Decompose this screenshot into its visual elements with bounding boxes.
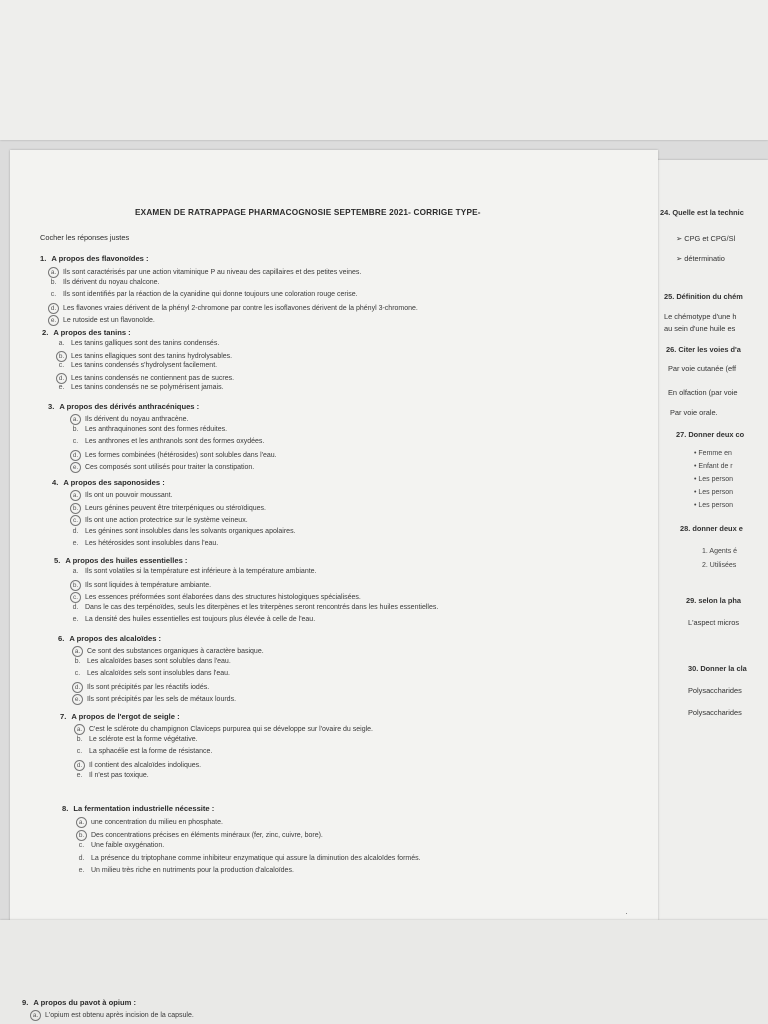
answer-option[interactable] [70,438,264,445]
answer-option[interactable] [56,340,219,347]
answer-option[interactable] [72,694,236,705]
option-text: Les génines sont insolubles dans les solvants organiques apolaires. [85,528,296,535]
answer-option[interactable] [74,748,212,755]
option-letter: a. [74,724,85,735]
option-text: La sphacélie est la forme de résistance. [89,748,213,755]
question-label: A propos du pavot à opium : [33,998,136,1007]
answer-option[interactable] [70,414,189,425]
question-label: A propos des alcaloïdes : [69,634,162,643]
pen-mark: · [625,908,628,918]
option-letter: a. [72,568,79,575]
option-letter: e. [70,462,81,473]
right-question-title: 24. Quelle est la technic [660,208,744,217]
question-label: A propos des flavonoïdes : [51,254,149,263]
option-text: Des concentrations précises en éléments minéraux (fer, zinc, cuivre, bore). [91,832,323,839]
option-text: Ils sont caractérisés par une action vitaminique P au niveau des capillaires et des petites veines. [63,269,362,276]
right-answer-line: Polysaccharides [688,686,742,695]
answer-option[interactable] [76,855,421,862]
option-text: La densité des huiles essentielles est toujours plus élevée à celle de l'eau. [85,616,316,623]
question-title [48,402,199,411]
answer-option[interactable] [76,830,323,841]
option-text: Il n'est pas toxique. [89,772,149,779]
option-text: Les tanins galliques sont des tanins condensés. [71,340,220,347]
option-letter: e. [76,772,83,779]
option-letter: c. [50,291,57,298]
right-question-title: 28. donner deux e [680,524,743,533]
option-text: Le sclérote est la forme végétative. [89,736,198,743]
option-letter: d. [72,528,79,535]
answer-option[interactable] [70,490,173,501]
option-text: Le rutoside est un flavonoïde. [63,317,155,324]
right-question-title: 26. Citer les voies d'a [666,345,741,354]
option-letter: b. [70,580,81,591]
answer-option[interactable] [56,384,224,391]
question-label: A propos des dérivés anthracéniques : [59,402,200,411]
option-text: Ils sont volatiles si la température est inférieure à la température ambiante. [85,568,317,575]
answer-option[interactable] [56,373,234,384]
answer-option[interactable] [76,867,294,874]
answer-option[interactable] [48,315,155,326]
option-letter: e. [78,867,85,874]
option-letter: e. [72,616,79,623]
answer-option[interactable] [70,592,361,603]
answer-option[interactable] [56,351,232,362]
question-title [54,556,187,565]
option-text: Les hétérosides sont insolubles dans l'eau. [85,540,219,547]
answer-option[interactable] [70,462,254,473]
question-number: 7. [60,712,67,721]
option-letter: c. [78,842,85,849]
option-text: Ces composés sont utilisés pour traiter la constipation. [85,464,255,471]
option-letter: c. [74,670,81,677]
question-number: 1. [40,254,47,263]
question-number: 5. [54,556,61,565]
question-title [62,804,214,813]
option-letter: b. [76,830,87,841]
question-label: A propos de l'ergot de seigle : [71,712,180,721]
answer-option[interactable] [70,580,211,591]
bottom-page [0,920,768,1024]
right-question-title: 27. Donner deux co [676,430,745,439]
right-answer-line: Par voie orale. [670,408,718,417]
option-letter: b. [72,426,79,433]
question-label: A propos des saponosides : [63,478,165,487]
answer-option[interactable] [72,670,230,677]
option-text: Les tanins condensés ne se polymérisent jamais. [71,384,224,391]
option-letter: b. [70,503,81,514]
answer-option[interactable] [76,842,164,849]
option-letter: e. [58,384,65,391]
answer-option[interactable] [70,528,296,535]
right-answer-line: • Les person [694,476,734,483]
right-answer-line: Par voie cutanée (eff [668,364,737,373]
answer-option[interactable] [72,646,264,657]
option-letter: a. [72,646,83,657]
option-letter: a. [30,1010,41,1021]
option-text: C'est le sclérote du champignon Claviceps purpurea qui se développe sur l'ovaire du seigle. [89,726,374,733]
option-text: Ils sont liquides à température ambiante. [85,582,212,589]
right-answer-line: 1. Agents é [702,548,738,555]
option-letter: a. [48,267,59,278]
question-title [22,998,136,1007]
right-answer-line: 2. Utilisées [702,562,737,569]
option-text: Les essences préformées sont élaborées dans des structures histologiques spécialisées. [85,594,361,601]
option-text: Ils ont une action protectrice sur le système veineux. [85,517,248,524]
option-letter: c. [58,362,65,369]
right-answer-line: Polysaccharides [688,708,742,717]
option-text: Leurs génines peuvent être triterpéniques ou stéroïdiques. [85,505,266,512]
option-letter: a. [70,490,81,501]
option-letter: c. [72,438,79,445]
question-title [58,634,161,643]
question-title [60,712,180,721]
option-letter: a. [58,340,65,347]
question-number: 4. [52,478,59,487]
answer-option[interactable] [70,604,438,611]
question-title [40,254,149,263]
option-text: Les alcaloïdes sels sont insolubles dans l'eau. [87,670,230,677]
option-text: Les formes combinées (hétérosides) sont solubles dans l'eau. [85,452,277,459]
answer-option[interactable] [56,362,217,369]
option-letter: c. [70,515,81,526]
option-text: Ils sont précipités par les sels de métaux lourds. [87,696,237,703]
question-number: 3. [48,402,55,411]
right-question-title: 25. Définition du chém [664,292,743,301]
question-title [42,328,131,337]
option-text: Les tanins condensés ne contiennent pas de sucres. [71,375,235,382]
option-text: Ils ont un pouvoir moussant. [85,492,173,499]
option-letter: b. [76,736,83,743]
option-text: Ce sont des substances organiques à caractère basique. [87,648,264,655]
answer-option[interactable] [74,724,373,735]
option-letter: b. [50,279,57,286]
right-answer-line: En olfaction (par voie [668,388,738,397]
question-number: 6. [58,634,65,643]
right-answer-line: au sein d'une huile es [664,324,736,333]
option-letter: e. [72,540,79,547]
exam-title: EXAMEN DE RATRAPPAGE PHARMACOGNOSIE SEPTEMBRE 2021- CORRIGE TYPE- [135,208,481,217]
option-text: Il contient des alcaloïdes indoliques. [89,762,202,769]
right-answer-line: • Les person [694,489,734,496]
option-letter: d. [72,604,79,611]
option-letter: d. [70,450,81,461]
question-number: 8. [62,804,69,813]
answer-option[interactable] [74,772,149,779]
question-label: A propos des tanins : [53,328,131,337]
answer-option[interactable] [74,760,201,771]
option-text: Une faible oxygénation. [91,842,165,849]
option-letter: e. [72,694,83,705]
answer-option[interactable] [70,450,277,461]
right-question-title: 30. Donner la cla [688,664,747,673]
answer-option[interactable] [72,658,231,665]
background-sheet-top [0,0,768,140]
question-number: 9. [22,998,29,1007]
question-number: 2. [42,328,49,337]
option-letter: e. [48,315,59,326]
option-letter: a. [76,817,87,828]
option-letter: d. [74,760,85,771]
option-text: Dans le cas des terpénoïdes, seuls les diterpènes et les triterpènes seront rencontrés dans les huiles essentielles. [85,604,439,611]
option-letter: d. [72,682,83,693]
answer-option[interactable] [74,736,198,743]
answer-option[interactable] [70,515,248,526]
option-letter: b. [56,351,67,362]
exam-instructions: Cocher les réponses justes [40,233,130,242]
option-letter: c. [70,592,81,603]
answer-option[interactable] [30,1010,194,1021]
right-question-title: 29. selon la pha [686,596,742,605]
answer-option[interactable] [48,267,361,278]
right-answer-line: • Les person [694,502,734,509]
option-letter: d. [48,303,59,314]
right-answer-line: ➢ déterminatio [676,254,725,263]
option-text: Ils sont identifiés par la réaction de la cyanidine qui donne toujours une coloration rouge cerise. [63,291,358,298]
option-text: une concentration du milieu en phosphate. [91,819,223,826]
question-label: La fermentation industrielle nécessite : [73,804,215,813]
option-letter: a. [70,414,81,425]
question-label: A propos des huiles essentielles : [65,556,188,565]
option-text: Les flavones vraies dérivent de la phényl 2-chromone par contre les isoflavones dérivent de la phényl 3-chromone. [63,305,418,312]
answer-option[interactable] [70,540,218,547]
option-text: Les tanins ellagiques sont des tanins hydrolysables. [71,353,233,360]
option-text: Ils dérivent du noyau chalcone. [63,279,160,286]
answer-option[interactable] [76,817,223,828]
option-letter: c. [76,748,83,755]
option-letter: d. [56,373,67,384]
answer-option[interactable] [48,303,418,314]
option-text: Les tanins condensés s'hydrolysent facilement. [71,362,218,369]
question-title [52,478,165,487]
right-answer-line: • Enfant de r [694,463,733,470]
option-text: Les alcaloïdes bases sont solubles dans l'eau. [87,658,231,665]
exam-page [10,150,658,920]
option-text: Ils dérivent du noyau anthracène. [85,416,189,423]
answer-option[interactable] [70,426,227,433]
option-letter: b. [74,658,81,665]
right-answer-line: • Femme en [694,450,732,457]
answer-option[interactable] [48,291,358,298]
option-text: La présence du triptophane comme inhibiteur enzymatique qui assure la diminution des alcaloïdes formés. [91,855,421,862]
option-text: Les anthrones et les anthranols sont des formes oxydées. [85,438,265,445]
option-text: Les anthraquinones sont des formes réduites. [85,426,228,433]
answer-option[interactable] [70,568,317,575]
option-letter: d. [78,855,85,862]
option-text: Ils sont précipités par les réactifs iodés. [87,684,210,691]
right-answer-line: Le chémotype d'une h [664,312,737,321]
option-text: L'opium est obtenu après incision de la capsule. [45,1012,194,1019]
answer-option[interactable] [48,279,160,286]
answer-option[interactable] [70,503,266,514]
right-answer-line: ➢ CPG et CPG/Sl [676,234,736,243]
answer-option[interactable] [72,682,209,693]
option-text: Un milieu très riche en nutriments pour la production d'alcaloïdes. [91,867,294,874]
answer-option[interactable] [70,616,315,623]
right-answer-line: L'aspect micros [688,618,740,627]
